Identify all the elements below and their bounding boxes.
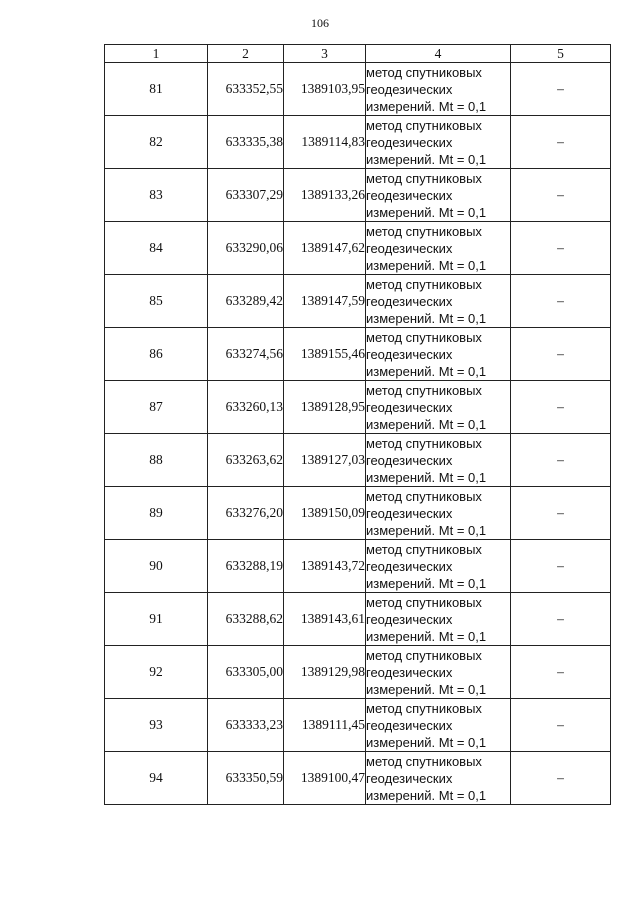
point-number-cell: 82 xyxy=(105,116,208,169)
note-cell: – xyxy=(511,169,611,222)
method-line: геодезических xyxy=(366,770,453,786)
y-coordinate-cell: 1389129,98 xyxy=(284,646,366,699)
method-line: измерений. Mt = 0,1 xyxy=(366,575,487,591)
method-cell xyxy=(366,699,511,752)
note-cell: – xyxy=(511,116,611,169)
note-cell: – xyxy=(511,275,611,328)
method-line: измерений. Mt = 0,1 xyxy=(366,363,487,379)
point-number-cell: 88 xyxy=(105,434,208,487)
note-cell: – xyxy=(511,328,611,381)
method-line: метод спутниковых xyxy=(366,117,482,133)
x-coordinate-cell: 633333,23 xyxy=(208,699,284,752)
table-body xyxy=(105,63,611,805)
note-cell: – xyxy=(511,63,611,116)
note-cell: – xyxy=(511,487,611,540)
x-coordinate-cell: 633335,38 xyxy=(208,116,284,169)
note-cell: – xyxy=(511,646,611,699)
table-row xyxy=(105,169,611,222)
x-coordinate-cell: 633350,59 xyxy=(208,752,284,805)
x-coordinate-cell: 633352,55 xyxy=(208,63,284,116)
coordinates-table xyxy=(104,44,611,805)
method-line: измерений. Mt = 0,1 xyxy=(366,98,487,114)
table-row xyxy=(105,381,611,434)
point-number-cell: 84 xyxy=(105,222,208,275)
point-number-cell: 92 xyxy=(105,646,208,699)
point-number-cell: 86 xyxy=(105,328,208,381)
method-line: метод спутниковых xyxy=(366,329,482,345)
method-line: геодезических xyxy=(366,452,453,468)
method-line: измерений. Mt = 0,1 xyxy=(366,787,487,803)
column-header-4: 4 xyxy=(366,45,511,63)
y-coordinate-cell: 1389127,03 xyxy=(284,434,366,487)
table-row xyxy=(105,434,611,487)
method-line: метод спутниковых xyxy=(366,276,482,292)
note-cell: – xyxy=(511,540,611,593)
method-cell xyxy=(366,646,511,699)
y-coordinate-cell: 1389133,26 xyxy=(284,169,366,222)
method-line: геодезических xyxy=(366,293,453,309)
method-line: измерений. Mt = 0,1 xyxy=(366,204,487,220)
method-cell xyxy=(366,540,511,593)
y-coordinate-cell: 1389128,95 xyxy=(284,381,366,434)
point-number-cell: 89 xyxy=(105,487,208,540)
column-header-3: 3 xyxy=(284,45,366,63)
method-cell xyxy=(366,487,511,540)
y-coordinate-cell: 1389143,61 xyxy=(284,593,366,646)
point-number-cell: 90 xyxy=(105,540,208,593)
x-coordinate-cell: 633288,19 xyxy=(208,540,284,593)
method-line: измерений. Mt = 0,1 xyxy=(366,734,487,750)
y-coordinate-cell: 1389150,09 xyxy=(284,487,366,540)
method-cell xyxy=(366,434,511,487)
x-coordinate-cell: 633260,13 xyxy=(208,381,284,434)
y-coordinate-cell: 1389100,47 xyxy=(284,752,366,805)
note-cell: – xyxy=(511,752,611,805)
x-coordinate-cell: 633307,29 xyxy=(208,169,284,222)
method-line: метод спутниковых xyxy=(366,541,482,557)
table-row xyxy=(105,275,611,328)
note-cell: – xyxy=(511,222,611,275)
method-line: измерений. Mt = 0,1 xyxy=(366,310,487,326)
method-line: геодезических xyxy=(366,346,453,362)
y-coordinate-cell: 1389111,45 xyxy=(284,699,366,752)
point-number-cell: 94 xyxy=(105,752,208,805)
x-coordinate-cell: 633290,06 xyxy=(208,222,284,275)
method-line: метод спутниковых xyxy=(366,594,482,610)
x-coordinate-cell: 633263,62 xyxy=(208,434,284,487)
table-row xyxy=(105,593,611,646)
y-coordinate-cell: 1389143,72 xyxy=(284,540,366,593)
method-line: геодезических xyxy=(366,558,453,574)
method-line: геодезических xyxy=(366,399,453,415)
note-cell: – xyxy=(511,593,611,646)
table-row xyxy=(105,487,611,540)
point-number-cell: 91 xyxy=(105,593,208,646)
method-line: метод спутниковых xyxy=(366,64,482,80)
x-coordinate-cell: 633274,56 xyxy=(208,328,284,381)
method-line: измерений. Mt = 0,1 xyxy=(366,469,487,485)
method-line: измерений. Mt = 0,1 xyxy=(366,628,487,644)
method-line: метод спутниковых xyxy=(366,700,482,716)
point-number-cell: 81 xyxy=(105,63,208,116)
method-line: метод спутниковых xyxy=(366,753,482,769)
table-row xyxy=(105,540,611,593)
y-coordinate-cell: 1389103,95 xyxy=(284,63,366,116)
point-number-cell: 87 xyxy=(105,381,208,434)
table-row xyxy=(105,328,611,381)
x-coordinate-cell: 633288,62 xyxy=(208,593,284,646)
y-coordinate-cell: 1389147,62 xyxy=(284,222,366,275)
method-line: геодезических xyxy=(366,240,453,256)
method-cell xyxy=(366,593,511,646)
point-number-cell: 93 xyxy=(105,699,208,752)
method-line: метод спутниковых xyxy=(366,488,482,504)
method-cell xyxy=(366,752,511,805)
x-coordinate-cell: 633305,00 xyxy=(208,646,284,699)
table-row xyxy=(105,646,611,699)
method-line: метод спутниковых xyxy=(366,223,482,239)
column-header-5: 5 xyxy=(511,45,611,63)
method-cell xyxy=(366,275,511,328)
method-line: геодезических xyxy=(366,664,453,680)
method-cell xyxy=(366,328,511,381)
method-cell xyxy=(366,169,511,222)
table-row xyxy=(105,699,611,752)
method-line: геодезических xyxy=(366,611,453,627)
x-coordinate-cell: 633276,20 xyxy=(208,487,284,540)
method-line: измерений. Mt = 0,1 xyxy=(366,522,487,538)
method-line: метод спутниковых xyxy=(366,170,482,186)
page-number: 106 xyxy=(311,16,329,30)
point-number-cell: 83 xyxy=(105,169,208,222)
method-line: измерений. Mt = 0,1 xyxy=(366,416,487,432)
table-row xyxy=(105,63,611,116)
point-number-cell: 85 xyxy=(105,275,208,328)
method-line: измерений. Mt = 0,1 xyxy=(366,151,487,167)
method-cell xyxy=(366,222,511,275)
method-line: метод спутниковых xyxy=(366,647,482,663)
method-line: метод спутниковых xyxy=(366,382,482,398)
column-header-1: 1 xyxy=(105,45,208,63)
note-cell: – xyxy=(511,434,611,487)
y-coordinate-cell: 1389114,83 xyxy=(284,116,366,169)
method-line: измерений. Mt = 0,1 xyxy=(366,681,487,697)
x-coordinate-cell: 633289,42 xyxy=(208,275,284,328)
method-line: геодезических xyxy=(366,187,453,203)
method-line: геодезических xyxy=(366,134,453,150)
method-line: геодезических xyxy=(366,505,453,521)
method-line: метод спутниковых xyxy=(366,435,482,451)
column-header-2: 2 xyxy=(208,45,284,63)
note-cell: – xyxy=(511,699,611,752)
method-cell xyxy=(366,116,511,169)
method-line: измерений. Mt = 0,1 xyxy=(366,257,487,273)
y-coordinate-cell: 1389147,59 xyxy=(284,275,366,328)
table-row xyxy=(105,752,611,805)
y-coordinate-cell: 1389155,46 xyxy=(284,328,366,381)
method-line: геодезических xyxy=(366,717,453,733)
method-line: геодезических xyxy=(366,81,453,97)
table-row xyxy=(105,116,611,169)
table-header-row xyxy=(105,45,611,63)
method-cell xyxy=(366,381,511,434)
method-cell xyxy=(366,63,511,116)
note-cell: – xyxy=(511,381,611,434)
table-row xyxy=(105,222,611,275)
